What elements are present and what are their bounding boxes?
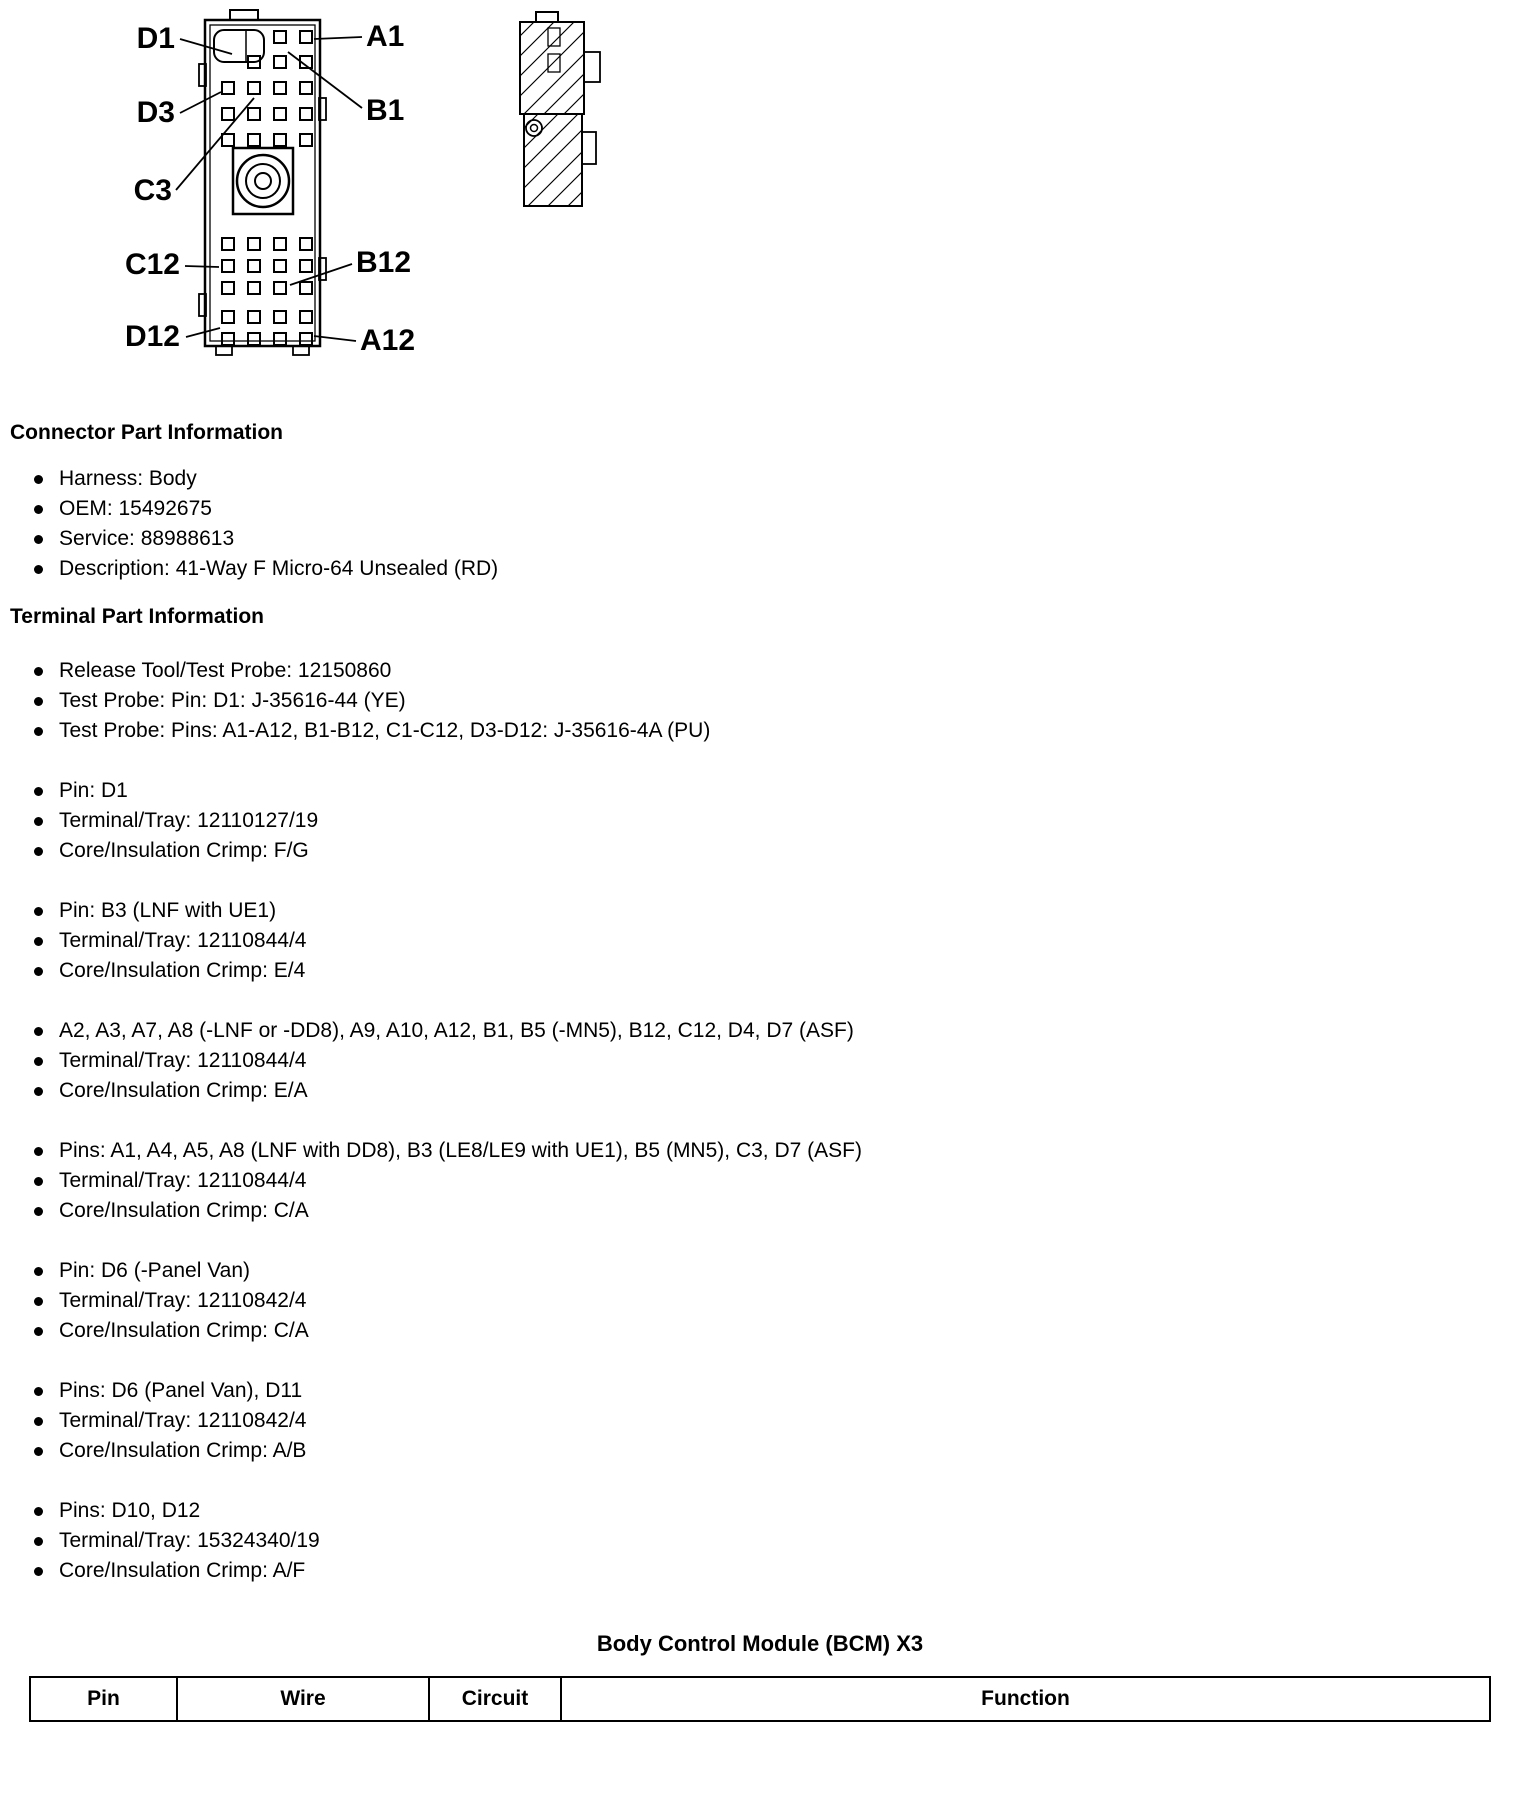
list-item [34, 1046, 1520, 1076]
bullet-icon [34, 1267, 43, 1276]
bullet-icon [34, 1177, 43, 1186]
list-item [34, 1076, 1520, 1106]
bullet-icon [34, 1567, 43, 1576]
list-item-text: Description: 41-Way F Micro-64 Unsealed (RD) [59, 557, 499, 580]
list-item-text: Terminal/Tray: 12110844/4 [59, 929, 307, 952]
bullet-icon [34, 787, 43, 796]
bullet-icon [34, 847, 43, 856]
center-bolt [233, 148, 293, 214]
connector-diagram-svg [0, 6, 700, 374]
list-item-text: Core/Insulation Crimp: E/4 [59, 959, 306, 982]
pin-label-c12: C12 [124, 248, 180, 281]
terminal-info-group [0, 1256, 1520, 1346]
pin-label-d3: D3 [136, 96, 175, 129]
list-item-text: Pins: D6 (Panel Van), D11 [59, 1379, 303, 1402]
terminal-info-group [0, 1136, 1520, 1226]
list-item-text: OEM: 15492675 [59, 497, 212, 520]
pin-label-c3: C3 [133, 174, 172, 207]
list-item-text: Core/Insulation Crimp: A/F [59, 1559, 306, 1582]
terminal-info-group [0, 1496, 1520, 1586]
pin-label-a12: A12 [360, 324, 416, 357]
pin-label-b12: B12 [356, 246, 412, 279]
list-item-text: Pin: B3 (LNF with UE1) [59, 899, 277, 922]
bullet-icon [34, 1297, 43, 1306]
pin-label-d12: D12 [124, 320, 180, 353]
list-item [34, 1256, 1520, 1286]
terminal-info-group [0, 896, 1520, 986]
table-title: Body Control Module (BCM) X3 [596, 1631, 924, 1656]
list-item-text: Harness: Body [59, 467, 197, 490]
connector-part-info-list [0, 464, 1520, 584]
leader-line-c3 [176, 98, 254, 190]
list-item [34, 956, 1520, 986]
list-item-text: Pin: D1 [59, 779, 128, 802]
list-item-text: Core/Insulation Crimp: C/A [59, 1199, 309, 1222]
leader-line-d3 [180, 92, 221, 113]
bullet-icon [34, 907, 43, 916]
connector-diagram [0, 6, 1520, 374]
list-item [34, 836, 1520, 866]
bullet-icon [34, 1057, 43, 1066]
list-item-text: Terminal/Tray: 12110844/4 [59, 1169, 307, 1192]
pin-label-a1: A1 [366, 20, 405, 53]
list-item [34, 656, 1520, 686]
list-item-text: Test Probe: Pin: D1: J-35616-44 (YE) [59, 689, 406, 712]
terminal-part-info-heading: Terminal Part Information [10, 605, 264, 628]
list-item-text: Core/Insulation Crimp: E/A [59, 1079, 308, 1102]
col-header-function: Function [561, 1677, 1490, 1721]
bullet-icon [34, 1447, 43, 1456]
list-item-text: Release Tool/Test Probe: 12150860 [59, 659, 392, 682]
bullet-icon [34, 1087, 43, 1096]
list-item [34, 1196, 1520, 1226]
bullet-icon [34, 1147, 43, 1156]
list-item [34, 524, 1520, 554]
col-header-circuit: Circuit [429, 1677, 561, 1721]
list-item-text: Core/Insulation Crimp: C/A [59, 1319, 309, 1342]
list-item-text: Terminal/Tray: 12110844/4 [59, 1049, 307, 1072]
list-item-text: Terminal/Tray: 15324340/19 [59, 1529, 320, 1552]
list-item [34, 1166, 1520, 1196]
bullet-icon [34, 1507, 43, 1516]
list-item [34, 1376, 1520, 1406]
list-item-text: Terminal/Tray: 12110842/4 [59, 1289, 307, 1312]
bullet-icon [34, 937, 43, 946]
bullet-icon [34, 1537, 43, 1546]
terminal-info-group [0, 656, 1520, 746]
list-item [34, 896, 1520, 926]
leader-line-d12 [186, 328, 220, 337]
bullet-icon [34, 727, 43, 736]
bullet-icon [34, 535, 43, 544]
list-item [34, 1406, 1520, 1436]
bullet-icon [34, 505, 43, 514]
terminal-info-group [0, 1016, 1520, 1106]
list-item-text: Core/Insulation Crimp: A/B [59, 1439, 307, 1462]
list-item-text: A2, A3, A7, A8 (-LNF or -DD8), A9, A10, A12, B1, B5 (-MN5), B12, C12, D4, D7 (ASF) [59, 1019, 854, 1042]
bullet-icon [34, 565, 43, 574]
bullet-icon [34, 1327, 43, 1336]
list-item [34, 776, 1520, 806]
list-item [34, 926, 1520, 956]
connector-part-info-heading: Connector Part Information [10, 421, 284, 444]
bullet-icon [34, 1417, 43, 1426]
connector-side-view [520, 12, 600, 206]
connector-front-view [176, 10, 362, 355]
terminal-info-group [0, 1376, 1520, 1466]
list-item-text: Pins: A1, A4, A5, A8 (LNF with DD8), B3 (LE8/LE9 with UE1), B5 (MN5), C3, D7 (ASF) [59, 1139, 862, 1162]
pin-label-b1: B1 [366, 94, 405, 127]
pin-label-d1: D1 [136, 22, 175, 55]
list-item [34, 554, 1520, 584]
bullet-icon [34, 1027, 43, 1036]
list-item-text: Core/Insulation Crimp: F/G [59, 839, 309, 862]
col-header-wire: Wire [177, 1677, 429, 1721]
list-item-text: Pins: D10, D12 [59, 1499, 201, 1522]
list-item [34, 1316, 1520, 1346]
bullet-icon [34, 817, 43, 826]
list-item-text: Service: 88988613 [59, 527, 235, 550]
leader-line-b1 [288, 52, 362, 108]
bullet-icon [34, 667, 43, 676]
list-item [34, 1286, 1520, 1316]
list-item-text: Terminal/Tray: 12110127/19 [59, 809, 319, 832]
table-header-row [30, 1677, 1490, 1721]
leader-line-c12 [185, 266, 219, 267]
terminal-info-group [0, 776, 1520, 866]
list-item [34, 464, 1520, 494]
list-item [34, 686, 1520, 716]
list-item [34, 1526, 1520, 1556]
list-item [34, 1136, 1520, 1166]
list-item-text: Pin: D6 (-Panel Van) [59, 1259, 251, 1282]
list-item [34, 494, 1520, 524]
bullet-icon [34, 475, 43, 484]
list-item [34, 1436, 1520, 1466]
list-item-text: Test Probe: Pins: A1-A12, B1-B12, C1-C12, D3-D12: J-35616-4A (PU) [59, 719, 711, 742]
pin-function-table [29, 1676, 1491, 1722]
bullet-icon [34, 1387, 43, 1396]
col-header-pin: Pin [30, 1677, 177, 1721]
list-item-text: Terminal/Tray: 12110842/4 [59, 1409, 307, 1432]
keying-feature [214, 30, 264, 62]
list-item [34, 716, 1520, 746]
list-item [34, 1016, 1520, 1046]
list-item [34, 1556, 1520, 1586]
bullet-icon [34, 1207, 43, 1216]
list-item [34, 1496, 1520, 1526]
list-item [34, 806, 1520, 836]
bullet-icon [34, 697, 43, 706]
bullet-icon [34, 967, 43, 976]
